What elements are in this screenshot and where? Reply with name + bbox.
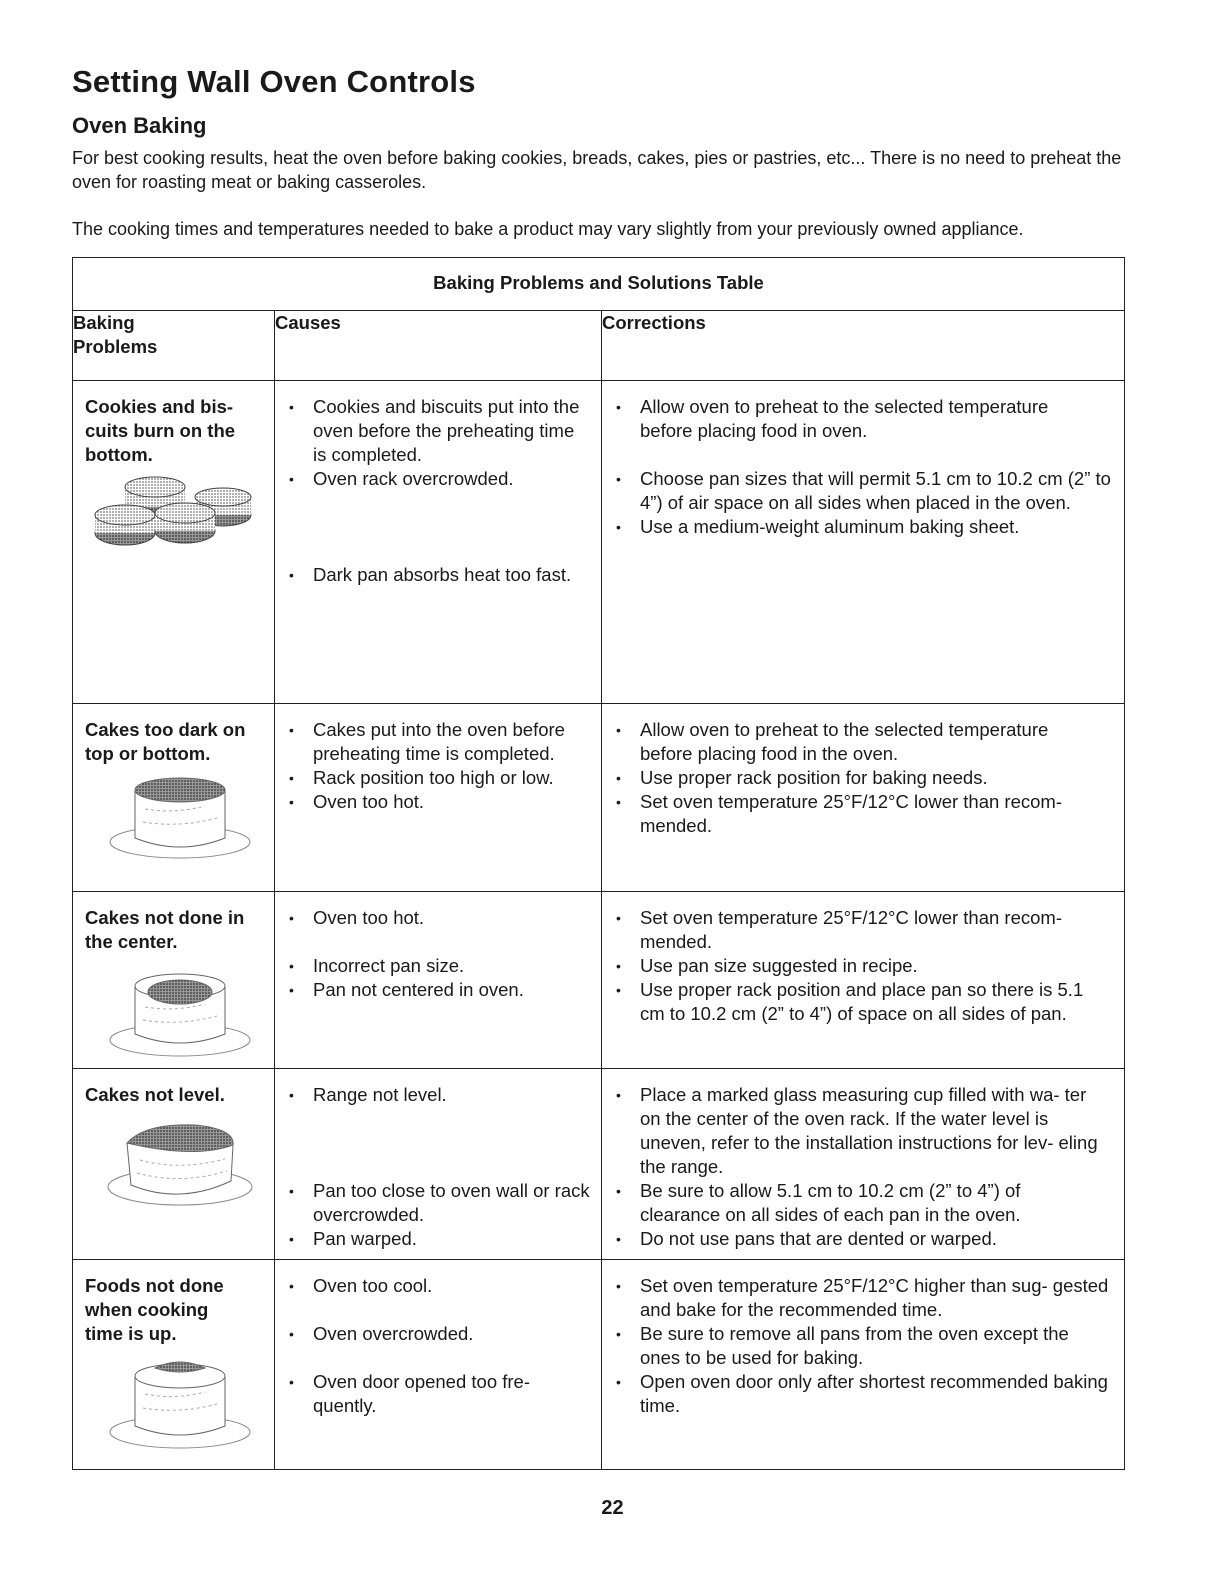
list-item: • Choose pan sizes that will permit 5.1 cm to 10.2 cm (2” to 4”) of air space on all sides when placed in the oven. xyxy=(614,467,1115,515)
list-item: • Rack position too high or low. xyxy=(287,766,591,790)
header-problems xyxy=(73,311,275,381)
corrections-list xyxy=(614,395,1114,539)
problem-label: Cakes too dark on top or bottom. xyxy=(85,719,246,764)
table-row xyxy=(73,1069,1125,1260)
list-item: • Dark pan absorbs heat too fast. xyxy=(287,563,583,587)
page-title: Setting Wall Oven Controls xyxy=(72,64,476,99)
problem-cell xyxy=(73,1260,275,1470)
section-title: Oven Baking xyxy=(72,113,207,138)
list-item: • Use a medium-weight aluminum baking sheet. xyxy=(614,515,1114,539)
list-item: • Open oven door only after shortest recommended baking time. xyxy=(614,1370,1114,1418)
causes-list xyxy=(287,1274,591,1418)
list-item: • Allow oven to preheat to the selected temperature before placing food in the oven. xyxy=(614,718,1100,766)
corrections-list xyxy=(614,1274,1114,1418)
list-item: • Place a marked glass measuring cup filled with wa- ter on the center of the oven rack. If the water level is uneven, refer to the installation instructions for lev- eling the range. xyxy=(614,1083,1110,1179)
cake-illustration xyxy=(85,774,255,864)
list-item: • Be sure to allow 5.1 cm to 10.2 cm (2” to 4”) of clearance on all sides of each pan in the oven. xyxy=(614,1179,1080,1227)
list-item: • Pan warped. xyxy=(287,1227,591,1251)
problem-label: Cookies and bis- cuits burn on the bottom. xyxy=(85,396,236,465)
cake-illustration xyxy=(85,962,255,1062)
table-row xyxy=(73,892,1125,1069)
list-item: • Cakes put into the oven before preheating time is completed. xyxy=(287,718,603,766)
header-corrections: Corrections xyxy=(602,311,1125,381)
problem-label: Cakes not level. xyxy=(85,1084,225,1105)
list-item: • Do not use pans that are dented or warped. xyxy=(614,1227,1114,1251)
list-item: • Oven door opened too fre- quently. xyxy=(287,1370,573,1418)
causes-list xyxy=(287,395,591,587)
causes-list xyxy=(287,718,591,814)
list-item: • Oven too hot. xyxy=(287,790,591,814)
corrections-list xyxy=(614,718,1114,838)
table-row xyxy=(73,381,1125,704)
list-item: • Cookies and biscuits put into the oven before the preheating time is completed. xyxy=(287,395,583,467)
list-item: • Incorrect pan size. xyxy=(287,954,591,978)
tilted-cake-illustration xyxy=(85,1115,255,1215)
list-item: • Pan not centered in oven. xyxy=(287,978,591,1002)
list-item: • Use proper rack position for baking needs. xyxy=(614,766,1114,790)
table-row xyxy=(73,704,1125,892)
list-item: • Use proper rack position and place pan so there is 5.1 cm to 10.2 cm (2” to 4”) of space on all sides of pan. xyxy=(614,978,1100,1026)
list-item: • Oven too cool. xyxy=(287,1274,591,1298)
table-header-row xyxy=(73,311,1125,381)
header-causes: Causes xyxy=(275,311,602,381)
corrections-cell xyxy=(602,381,1125,704)
table-caption: Baking Problems and Solutions Table xyxy=(73,258,1125,311)
list-item: • Oven too hot. xyxy=(287,906,591,930)
table-row xyxy=(73,1260,1125,1470)
list-item: • Set oven temperature 25°F/12°C lower than recom- mended. xyxy=(614,790,1110,838)
page-number: 22 xyxy=(601,1497,624,1519)
causes-cell xyxy=(275,1260,602,1470)
causes-list xyxy=(287,906,591,1002)
intro-paragraph-1: For best cooking results, heat the oven before baking cookies, breads, cakes, pies or pastries, etc... There is no need to preheat the oven for roasting meat or baking casseroles. xyxy=(72,148,1122,192)
list-item: • Oven rack overcrowded. xyxy=(287,467,591,491)
causes-cell xyxy=(275,704,602,892)
causes-cell xyxy=(275,1069,602,1260)
header-problems-label: Baking Problems xyxy=(73,312,158,357)
list-item: • Oven overcrowded. xyxy=(287,1322,591,1346)
list-item: • Set oven temperature 25°F/12°C higher than sug- gested and bake for the recommended time. xyxy=(614,1274,1110,1322)
list-item: • Pan too close to oven wall or rack overcrowded. xyxy=(287,1179,593,1227)
problem-label: Foods not done when cooking time is up. xyxy=(85,1275,224,1344)
problem-cell xyxy=(73,892,275,1069)
corrections-cell xyxy=(602,1069,1125,1260)
problem-cell xyxy=(73,1069,275,1260)
list-item: • Set oven temperature 25°F/12°C lower than recom- mended. xyxy=(614,906,1110,954)
corrections-cell xyxy=(602,1260,1125,1470)
intro-paragraph-2: The cooking times and temperatures needed to bake a product may vary slightly from your previously owned appliance. xyxy=(72,219,1024,239)
corrections-list xyxy=(614,1083,1114,1251)
causes-list xyxy=(287,1083,591,1251)
corrections-cell xyxy=(602,704,1125,892)
list-item: • Range not level. xyxy=(287,1083,591,1107)
causes-cell xyxy=(275,892,602,1069)
problem-cell xyxy=(73,704,275,892)
cake-illustration xyxy=(85,1354,255,1454)
problem-cell xyxy=(73,381,275,704)
baking-problems-table xyxy=(72,257,1125,1470)
list-item: • Use pan size suggested in recipe. xyxy=(614,954,1114,978)
corrections-cell xyxy=(602,892,1125,1069)
list-item: • Allow oven to preheat to the selected temperature before placing food in oven. xyxy=(614,395,1095,443)
causes-cell xyxy=(275,381,602,704)
problem-label: Cakes not done in the center. xyxy=(85,907,245,952)
corrections-list xyxy=(614,906,1114,1026)
cookies-illustration xyxy=(85,475,255,555)
list-item: • Be sure to remove all pans from the oven except the ones to be used for baking. xyxy=(614,1322,1114,1370)
